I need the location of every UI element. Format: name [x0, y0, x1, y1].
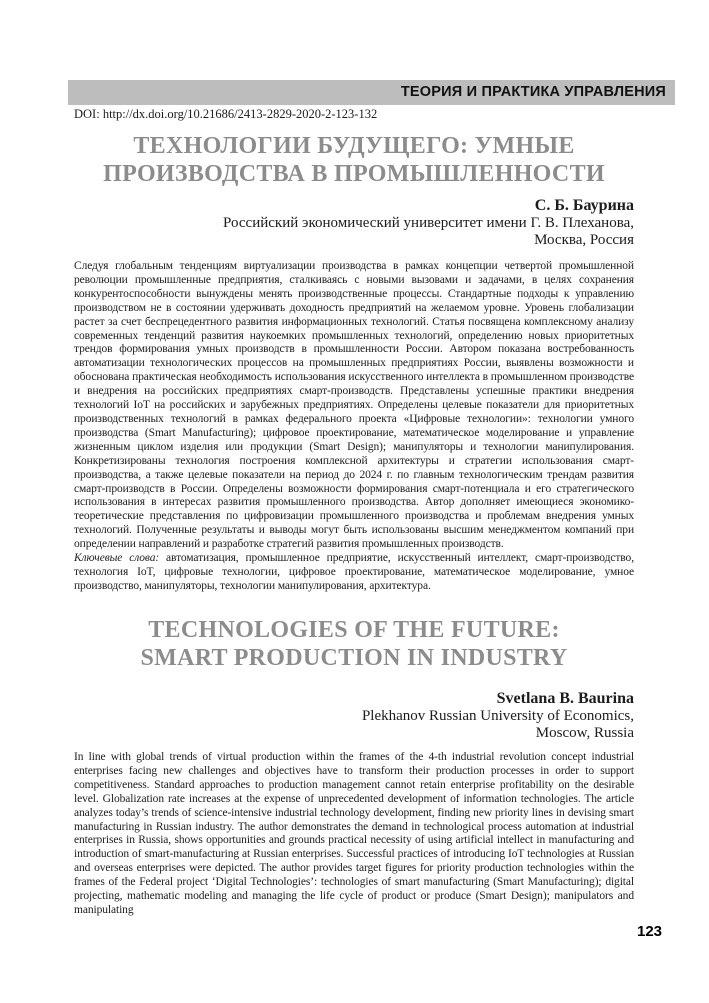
author-name-en: Svetlana B. Baurina [496, 690, 634, 707]
keywords-label-ru: Ключевые слова: [74, 552, 160, 565]
abstract-en [74, 751, 634, 918]
author-block-en [74, 689, 634, 741]
author-block-ru [74, 196, 634, 248]
doi-line: DOI: http://dx.doi.org/10.21686/2413-2829-2020-2-123-132 [74, 107, 378, 121]
author-location-ru: Москва, Россия [534, 231, 634, 248]
article-title-en-line2: SMART PRODUCTION IN INDUSTRY [140, 645, 568, 671]
article-title-ru-line1: ТЕХНОЛОГИИ БУДУЩЕГО: УМНЫЕ [133, 133, 575, 159]
article-title-en [74, 616, 634, 672]
article-title-en-line1: TECHNOLOGIES OF THE FUTURE: [148, 617, 560, 643]
section-banner-label: ТЕОРИЯ И ПРАКТИКА УПРАВЛЕНИЯ [400, 84, 666, 100]
author-name-ru: С. Б. Баурина [534, 197, 634, 214]
keywords-ru [74, 552, 634, 594]
page-number: 123 [637, 923, 663, 940]
author-affiliation-ru: Российский экономический университет имени Г. В. Плеханова, [223, 215, 634, 231]
abstract-ru [74, 260, 634, 594]
keywords-text-ru: автоматизация, промышленное предприятие, искусственный интеллект, смарт-производство, технология IoT, цифровые технологии, цифровое проектирование, математическое моделирование, умное производство, манипуляторы, технологии манипулирования, архитектура. [74, 552, 634, 592]
abstract-en-text: In line with global trends of virtual production within the frames of the 4-th industrial revolution concept industrial enterprises facing new challenges and objectives have to transform their production processes in order to support competitiveness. Standard approaches to production management cannot retain enterprise profitability on the desirable level. Globalization rate increases at the expense of unprecedented development of information technologies. The article analyzes today’s trends of science-intensive industrial technology development, finding new priority lines in devising smart manufacturing in Russian industry. The author demonstrates the demand in technological process automation at industrial enterprises in Russia, shows opportunities and grounds practical necessity of using artificial intellect in manufacturing and introduction of smart-manufacturing at Russian enterprises. Successful practices of introducing IoT technologies at Russian and overseas enterprises were depicted. The author provides target figures for priority production technologies within the frames of the Federal project ‘Digital Technologies’: technologies of smart manufacturing (Smart Manufacturing); digital projecting, mathematic modeling and managing the life cycle of product or produce (Smart Design); manipulators and manipulating [74, 751, 634, 916]
article-title-ru [74, 132, 634, 188]
author-location-en: Moscow, Russia [535, 724, 634, 741]
article-title-ru-line2: ПРОИЗВОДСТВА В ПРОМЫШЛЕННОСТИ [103, 161, 605, 187]
section-banner [68, 80, 675, 105]
author-affiliation-en: Plekhanov Russian University of Economics, [361, 708, 634, 724]
abstract-ru-text: Следуя глобальным тенденциям виртуализации производства в рамках концепции четвертой промышленной революции промышленные предприятия, сталкиваясь с новыми вызовами и задачами, в целях сохранения конкурентоспособности вынуждены менять производственные процессы. Стандартные подходы к управлению производством не в состоянии удерживать доходность предприятий на желаемом уровне. Уровень глобализации растет за счет беспрецедентного развития информационных технологий. Статья посвящена комплексному анализу современных тенденций развития наукоемких промышленных технологий, определению новых приоритетных трендов формирования умных производств в промышленности России. Автором показана востребованность автоматизации технологических процессов на промышленных предприятиях России, выявлены возможности и обоснована практическая необходимость использования искусственного интеллекта в промышленном производстве и внедрения на российских предприятиях смарт-производств. Представлены успешные практики внедрения технологий IoT на российских и зарубежных предприятиях. Определены целевые показатели для приоритетных производственных технологий в рамках федерального проекта «Цифровые технологии»: технологии умного производства (Smart Manufacturing); цифровое проектирование, математическое моделирование и управление жизненным циклом изделия или продукции (Smart Design); манипуляторы и технологии манипулирования. Конкретизированы технология построения комплексной архитектуры и стратегии использования смарт-производства, а также целевые показатели на период до 2024 г. по главным технологическим трендам развития смарт-производств в России. Определены возможности формирования смарт-потенциала и его стратегического использования в интересах развития промышленного производства. Автор дополняет имеющиеся экономико-теоретические представления по цифровизации промышленного производства и проблемам внедрения умных технологий. Полученные результаты и выводы могут быть использованы высшим менеджментом компаний при определении направлений и разработке стратегий развития промышленных производств. [74, 260, 634, 551]
